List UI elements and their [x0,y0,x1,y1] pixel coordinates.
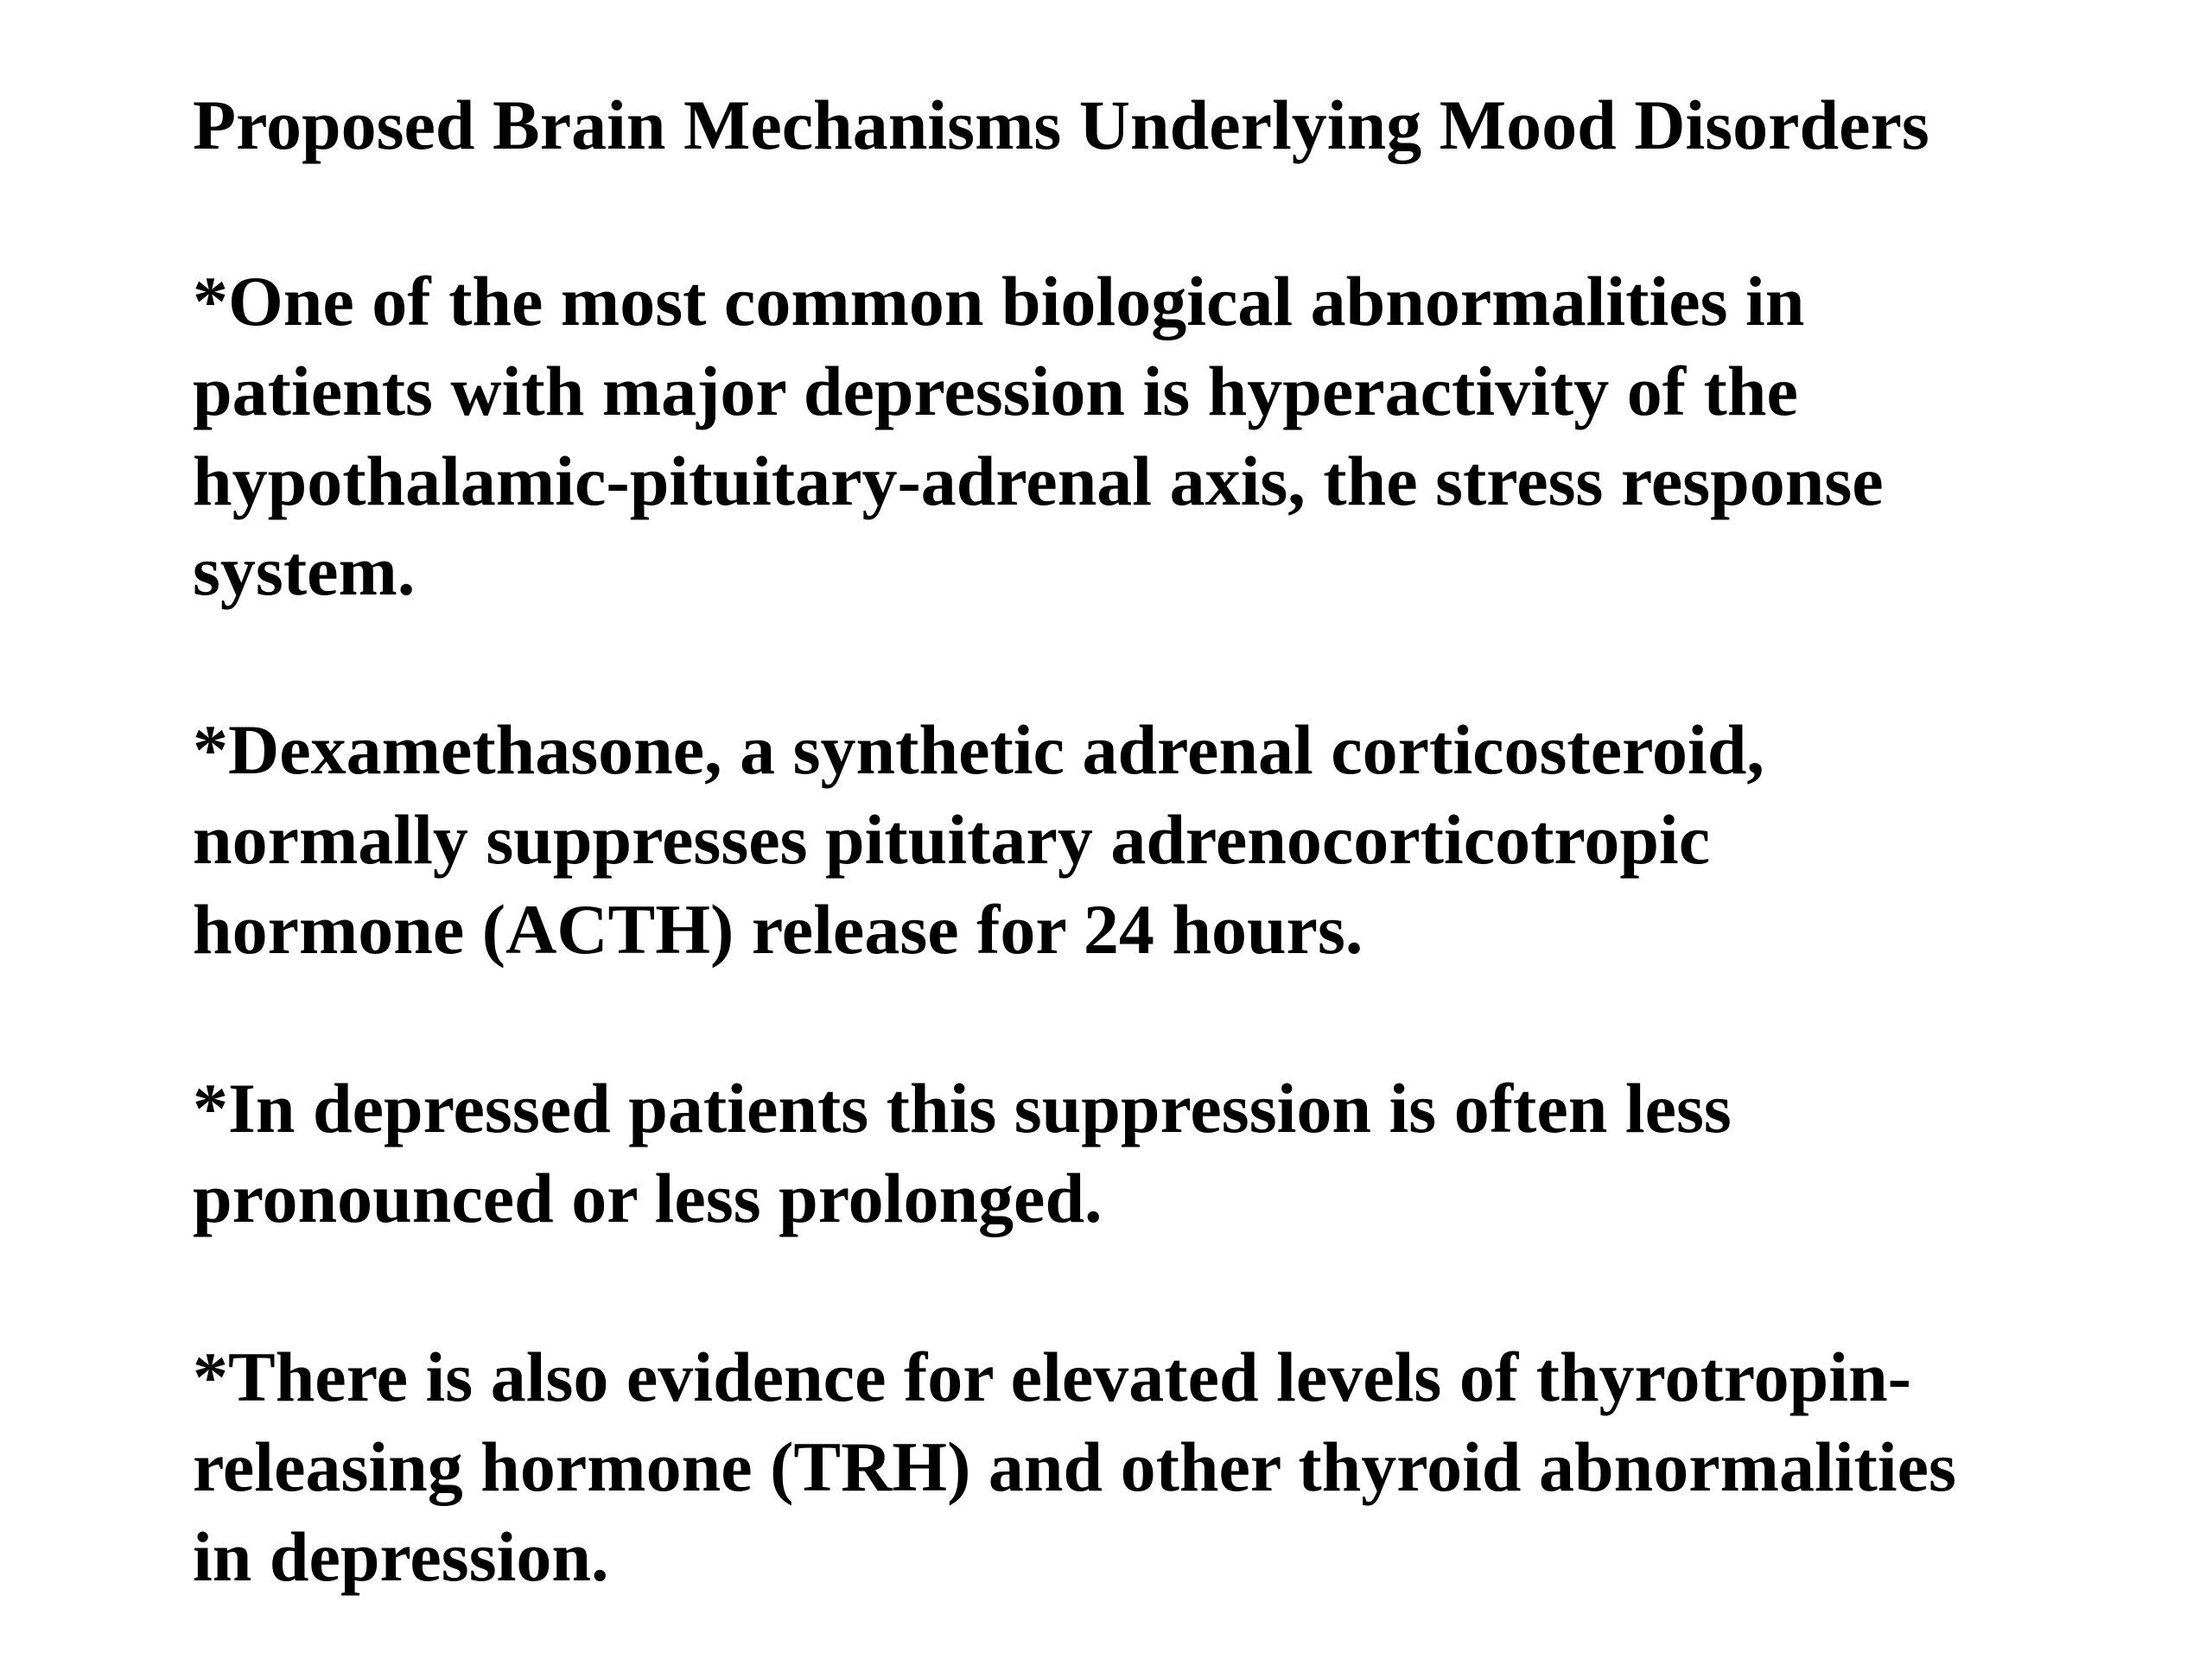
text-line: normally suppresses pituitary adrenocorticotropic [193,800,1711,879]
text-line: hypothalamic-pituitary-adrenal axis, the stress response [193,442,1884,520]
text-line: *One of the most common biological abnormalities in [193,262,1805,340]
text-line: releasing hormone (TRH) and other thyroid abnormalities [193,1427,1956,1506]
paragraph-thyroid [193,1332,2059,1602]
text-line: hormone (ACTH) release for 24 hours. [193,890,1363,969]
text-line: system. [193,531,416,610]
text-line: patients with major depression is hyperactivity of the [193,352,1798,430]
document-body [193,257,2212,1602]
page-title: Proposed Brain Mechanisms Underlying Mood Disorders [193,86,1929,164]
text-line: pronounced or less prolonged. [193,1159,1103,1237]
paragraph-dexamethasone [193,705,2059,975]
text-line: *Dexamethasone, a synthetic adrenal corticosteroid, [193,710,1764,789]
text-line: in depression. [193,1517,609,1596]
text-line: *In depressed patients this suppression is often less [193,1069,1732,1147]
text-line: *There is also evidence for elevated levels of thyrotropin- [193,1338,1911,1416]
paragraph-hpa-axis [193,257,2059,616]
paragraph-suppression [193,1064,2059,1243]
